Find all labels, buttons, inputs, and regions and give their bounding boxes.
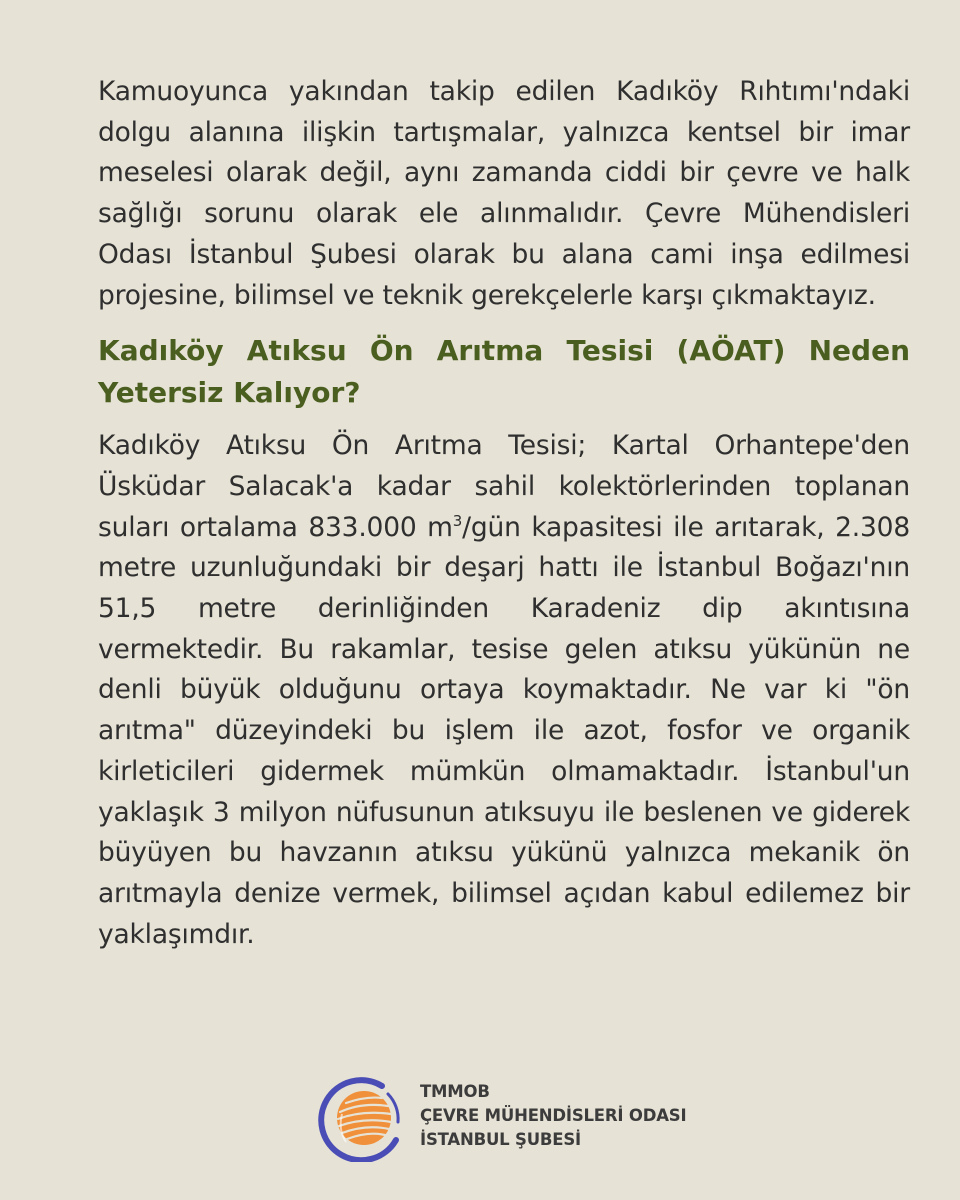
globe-logo-icon [316,1072,406,1162]
treatment-paragraph-part-2: /gün kapasitesi ile arıtarak, 2.308 metre uzunluğundaki bir deşarj hattı ile İstanbul Boğazı'nın 51,5 metre derinliğinden Karadeniz dip akıntısına vermektedir. Bu rakamlar, tesise gelen atıksu yükünün ne denli büyük olduğunu ortaya koymaktadır. Ne var ki "ön arıtma" düzeyindeki bu işlem ile azot, fosfor ve organik kirleticileri gidermek mümkün olmamaktadır. İstanbul'un yaklaşık 3 milyon nüfusunun atıksuyu ile beslenen ve giderek büyüyen bu havzanın atıksu yükünü yalnızca mekanik ön arıtmayla denize vermek, bilimsel açıdan kabul edilemez bir yaklaşımdır. [98,511,910,950]
treatment-paragraph [98,426,910,955]
organization-name [420,1080,686,1152]
org-line-chamber: ÇEVRE MÜHENDİSLERİ ODASI [420,1106,687,1125]
treatment-paragraph-part-1: Kadıköy Atıksu Ön Arıtma Tesisi; Kartal Orhantepe'den Üsküdar Salacak'a kadar sahil kolektörlerinden toplanan suları ortalama 833.000 m [98,430,910,543]
org-line-tmmob: TMMOB [420,1082,490,1101]
organization-footer [316,1072,687,1162]
article-body [98,72,910,955]
intro-paragraph: Kamuoyunca yakından takip edilen Kadıköy Rıhtımı'ndaki dolgu alanına ilişkin tartışmalar, yalnızca kentsel bir imar meselesi olarak değil, aynı zamanda ciddi bir çevre ve halk sağlığı sorunu olarak ele alınmalıdır. Çevre Mühendisleri Odası İstanbul Şubesi olarak bu alana cami inşa edilmesi projesine, bilimsel ve teknik gerekçelerle karşı çıkmaktayız. [98,76,910,311]
org-line-branch: İSTANBUL ŞUBESİ [420,1130,581,1149]
section-heading: Kadıköy Atıksu Ön Arıtma Tesisi (AÖAT) Neden Yetersiz Kalıyor? [98,334,910,410]
cubic-superscript: 3 [452,511,463,530]
